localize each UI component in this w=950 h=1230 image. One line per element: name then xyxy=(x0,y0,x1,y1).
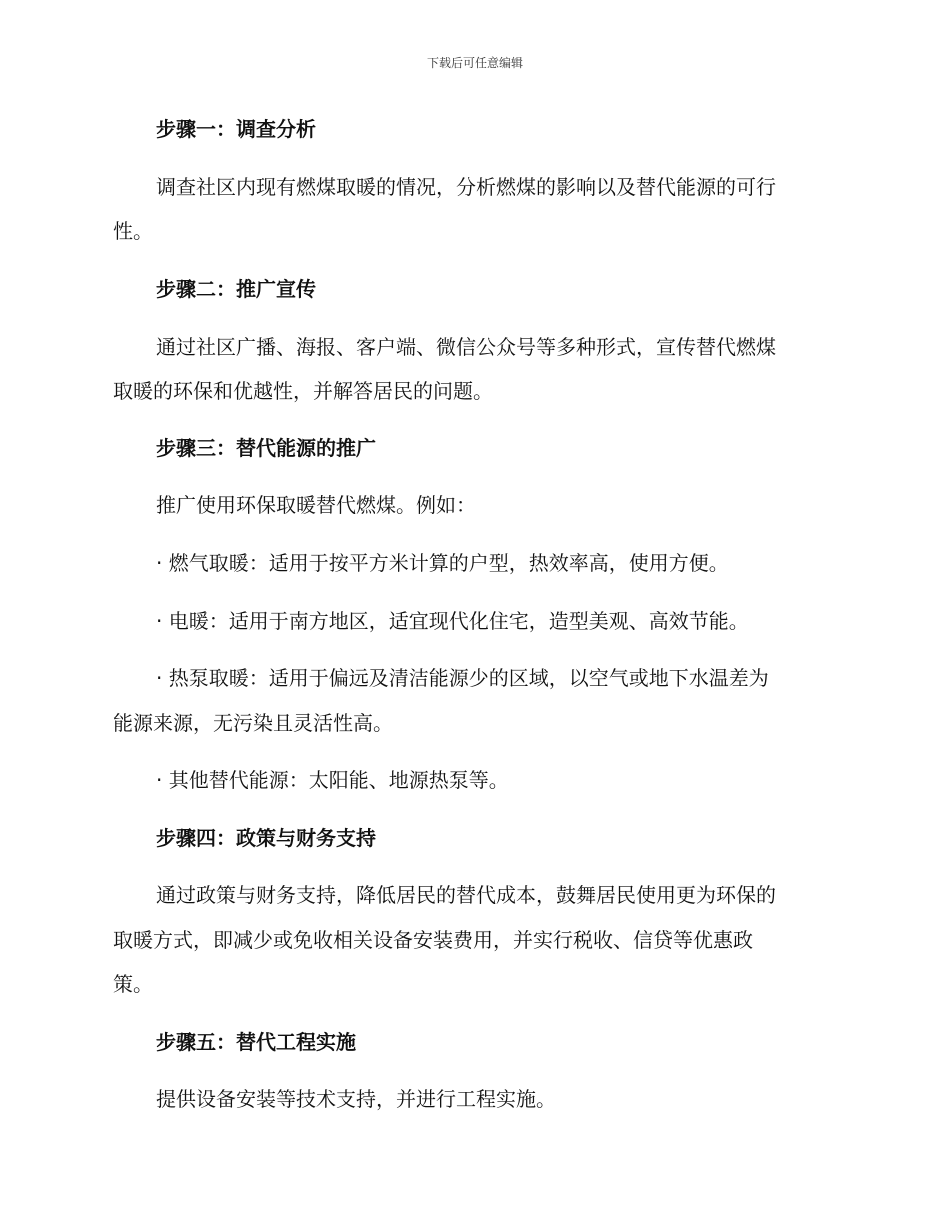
step2-paragraph-line: 取暖的环保和优越性，并解答居民的问题。 xyxy=(113,379,493,403)
step1-paragraph-line: 性。 xyxy=(113,219,153,243)
step1-heading: 步骤一：调查分析 xyxy=(156,117,316,141)
step2-paragraph-line: 通过社区广播、海报、客户端、微信公众号等多种形式，宣传替代燃煤 xyxy=(156,335,776,359)
step4-paragraph-line: 通过政策与财务支持，降低居民的替代成本，鼓舞居民使用更为环保的 xyxy=(156,883,776,907)
step4-paragraph-line: 取暖方式，即减少或免收相关设备安装费用，并实行税收、信贷等优惠政 xyxy=(113,928,753,952)
step3-bullet-electric: · 电暖：适用于南方地区，适宜现代化住宅，造型美观、高效节能。 xyxy=(156,609,749,633)
step2-heading: 步骤二：推广宣传 xyxy=(156,277,316,301)
step3-bullet-heatpump: · 热泵取暖：适用于偏远及清洁能源少的区域，以空气或地下水温差为 xyxy=(156,666,769,690)
step4-paragraph-line: 策。 xyxy=(113,972,153,996)
step3-bullet-gas: · 燃气取暖：适用于按平方米计算的户型，热效率高，使用方便。 xyxy=(156,551,729,575)
page-header: 下载后可任意编辑 xyxy=(426,56,523,70)
step3-bullet-heatpump-cont: 能源来源，无污染且灵活性高。 xyxy=(113,711,393,735)
step5-heading: 步骤五：替代工程实施 xyxy=(156,1030,356,1054)
step1-paragraph-line: 调查社区内现有燃煤取暖的情况，分析燃煤的影响以及替代能源的可行 xyxy=(156,175,776,199)
step3-intro: 推广使用环保取暖替代燃煤。例如： xyxy=(156,493,476,517)
step3-bullet-other: · 其他替代能源：太阳能、地源热泵等。 xyxy=(156,768,509,792)
step4-heading: 步骤四：政策与财务支持 xyxy=(156,826,376,850)
step3-heading: 步骤三：替代能源的推广 xyxy=(156,436,376,460)
step5-paragraph-line: 提供设备安装等技术支持，并进行工程实施。 xyxy=(156,1087,556,1111)
